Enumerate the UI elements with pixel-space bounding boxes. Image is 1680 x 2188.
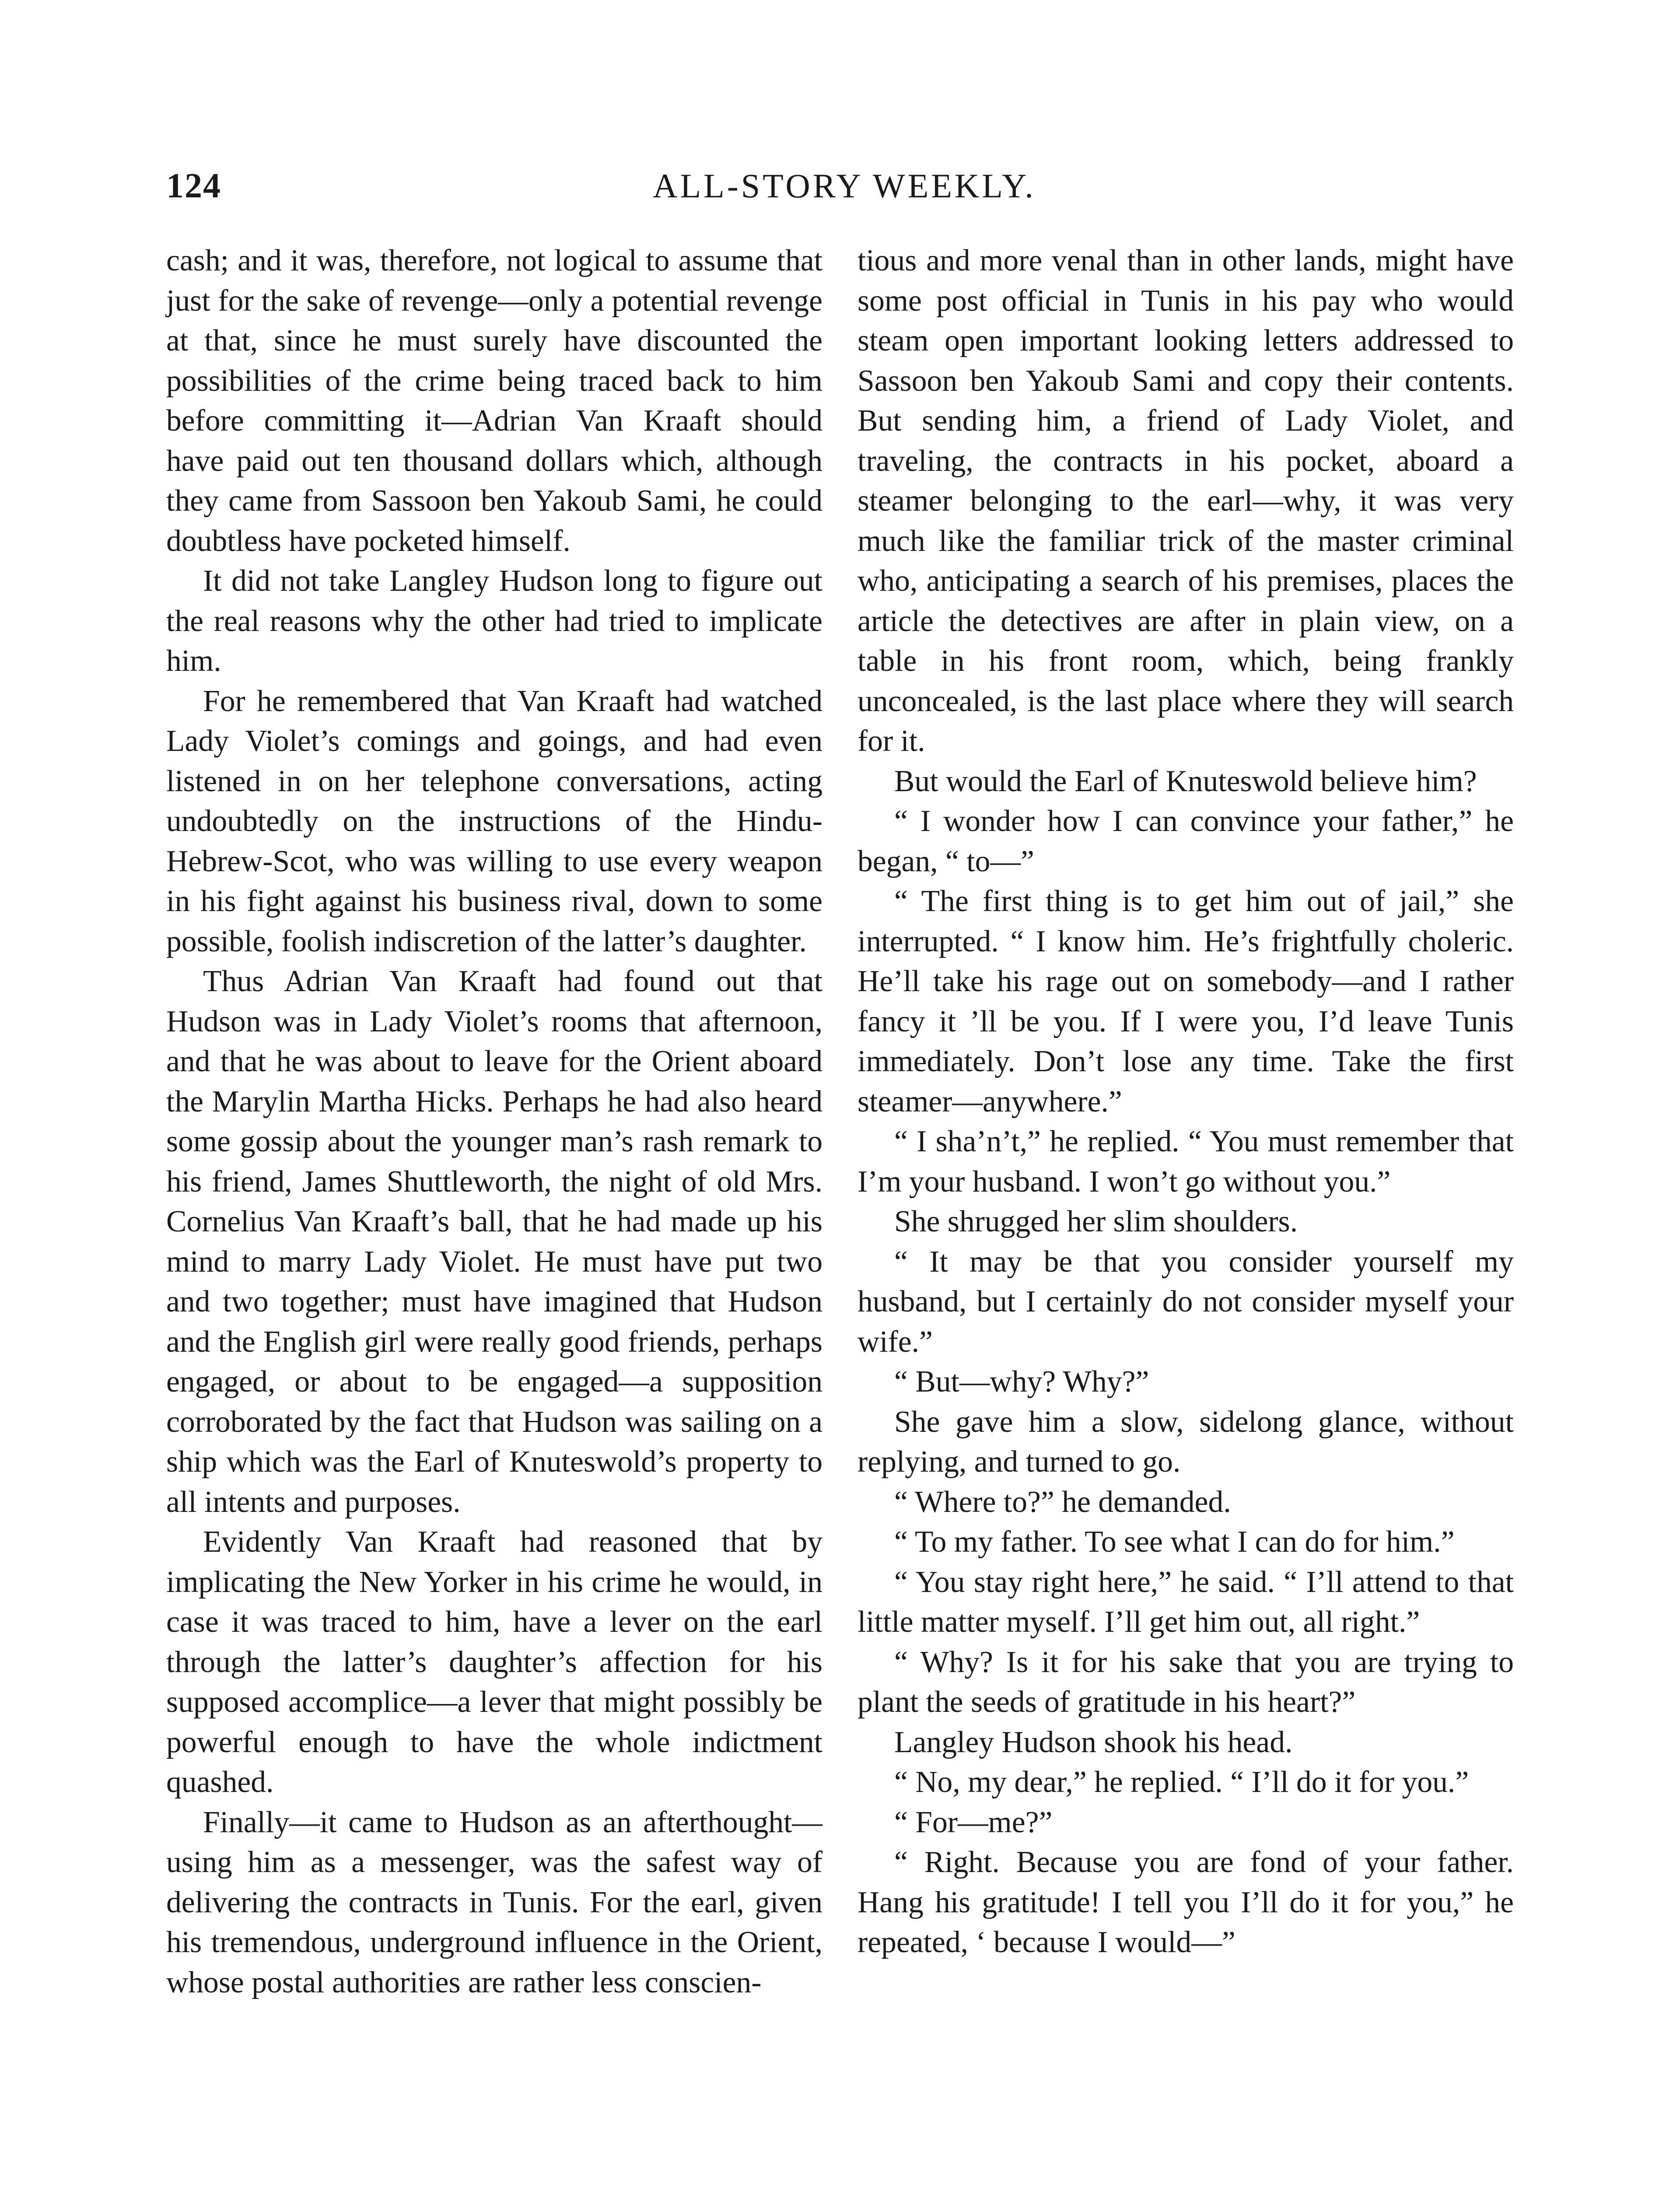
paragraph: Evidently Van Kraaft had reasoned that by implicating the New Yorker in his crime he would, in case it was traced to him, have a lever on the earl through the latter’s daughter’s affection for his supposed accomplice—a lever that might possibly be powerful enough to have the whole indictment quashed. <box>166 1525 822 1799</box>
paragraph: “ No, my dear,” he replied. “ I’ll do it for you.” <box>894 1765 1469 1799</box>
left-column <box>166 241 822 2002</box>
paragraph: “ But—why? Why?” <box>894 1365 1149 1399</box>
running-title: ALL-STORY WEEKLY. <box>653 167 1036 205</box>
paragraph: “ Where to?” he demanded. <box>894 1485 1231 1519</box>
page-header <box>166 166 1522 219</box>
page-number: 124 <box>166 167 221 205</box>
paragraph: “ I sha’n’t,” he replied. “ You must remember that I’m your husband. I won’t go without you.” <box>858 1125 1514 1199</box>
paragraph: “ It may be that you consider yourself my husband, but I certainly do not consider myself your wife.” <box>858 1245 1514 1359</box>
paragraph: But would the Earl of Knuteswold believe him? <box>894 764 1477 798</box>
paragraph: “ For—me?” <box>894 1805 1053 1839</box>
paragraph: “ To my father. To see what I can do for him.” <box>894 1525 1455 1559</box>
paragraph: Thus Adrian Van Kraaft had found out that Hudson was in Lady Violet’s rooms that afternoon, and that he was about to leave for the Orient aboard the Marylin Martha Hicks. Perhaps he had also heard some gossip about the younger man’s rash remark to his friend, James Shuttleworth, the night of old Mrs. Cornelius Van Kraaft’s ball, that he had made up his mind to marry Lady Violet. He must have put two and two together; must have imagined that Hudson and the English girl were really good friends, perhaps engaged, or about to be engaged—a supposition corroborated by the fact that Hudson was sailing on a ship which was the Earl of Knuteswold’s property to all intents and purposes. <box>166 964 822 1519</box>
paragraph: “ The first thing is to get him out of jail,” she interrupted. “ I know him. He’s frightfully choleric. He’ll take his rage out on somebody—and I rather fancy it ’ll be you. If I were you, I’d leave Tunis immediately. Don’t lose any time. Take the first steamer—anywhere.” <box>858 884 1514 1119</box>
paragraph: tious and more venal than in other lands, might have some post official in Tunis in his pay who would steam open important looking letters addressed to Sassoon ben Yakoub Sami and copy their contents. But sending him, a friend of Lady Violet, and traveling, the contracts in his pocket, aboard a steamer belonging to the earl—why, it was very much like the familiar trick of the master criminal who, anticipating a search of his premises, places the article the detectives are after in plain view, on a table in his front room, which, being frankly unconcealed, is the last place where they will search for it. <box>858 244 1514 758</box>
paragraph: “ I wonder how I can convince your father,” he began, “ to—” <box>858 804 1514 878</box>
right-column <box>858 241 1514 1963</box>
paragraph: Langley Hudson shook his head. <box>894 1725 1293 1759</box>
paragraph: She gave him a slow, sidelong glance, without replying, and turned to go. <box>858 1405 1514 1479</box>
paragraph: “ Why? Is it for his sake that you are trying to plant the seeds of gratitude in his heart?” <box>858 1645 1514 1719</box>
paragraph: cash; and it was, therefore, not logical to assume that just for the sake of revenge—only a potential revenge at that, since he must surely have discounted the possibilities of the crime being traced back to him before committing it—Adrian Van Kraaft should have paid out ten thousand dollars which, although they came from Sassoon ben Yakoub Sami, he could doubtless have pocketed himself. <box>166 244 822 558</box>
paragraph: “ You stay right here,” he said. “ I’ll attend to that little matter myself. I’ll get him out, all right.” <box>858 1565 1514 1639</box>
paragraph: She shrugged her slim shoulders. <box>894 1205 1298 1238</box>
paragraph: For he remembered that Van Kraaft had watched Lady Violet’s comings and goings, and had even listened in on her telephone conversations, acting undoubtedly on the instructions of the Hindu-Hebrew-Scot, who was willing to use every weapon in his fight against his business rival, down to some possible, foolish indiscretion of the latter’s daughter. <box>166 684 822 958</box>
paragraph: It did not take Langley Hudson long to figure out the real reasons why the other had tried to implicate him. <box>166 564 822 678</box>
paragraph: “ Right. Because you are fond of your father. Hang his gratitude! I tell you I’ll do it for you,” he repeated, ‘ because I would—” <box>858 1845 1514 1959</box>
paragraph: Finally—it came to Hudson as an afterthought—using him as a messenger, was the safest way of delivering the contracts in Tunis. For the earl, given his tremendous, underground influence in the Orient, whose postal authorities are rather less conscien- <box>166 1805 822 1999</box>
